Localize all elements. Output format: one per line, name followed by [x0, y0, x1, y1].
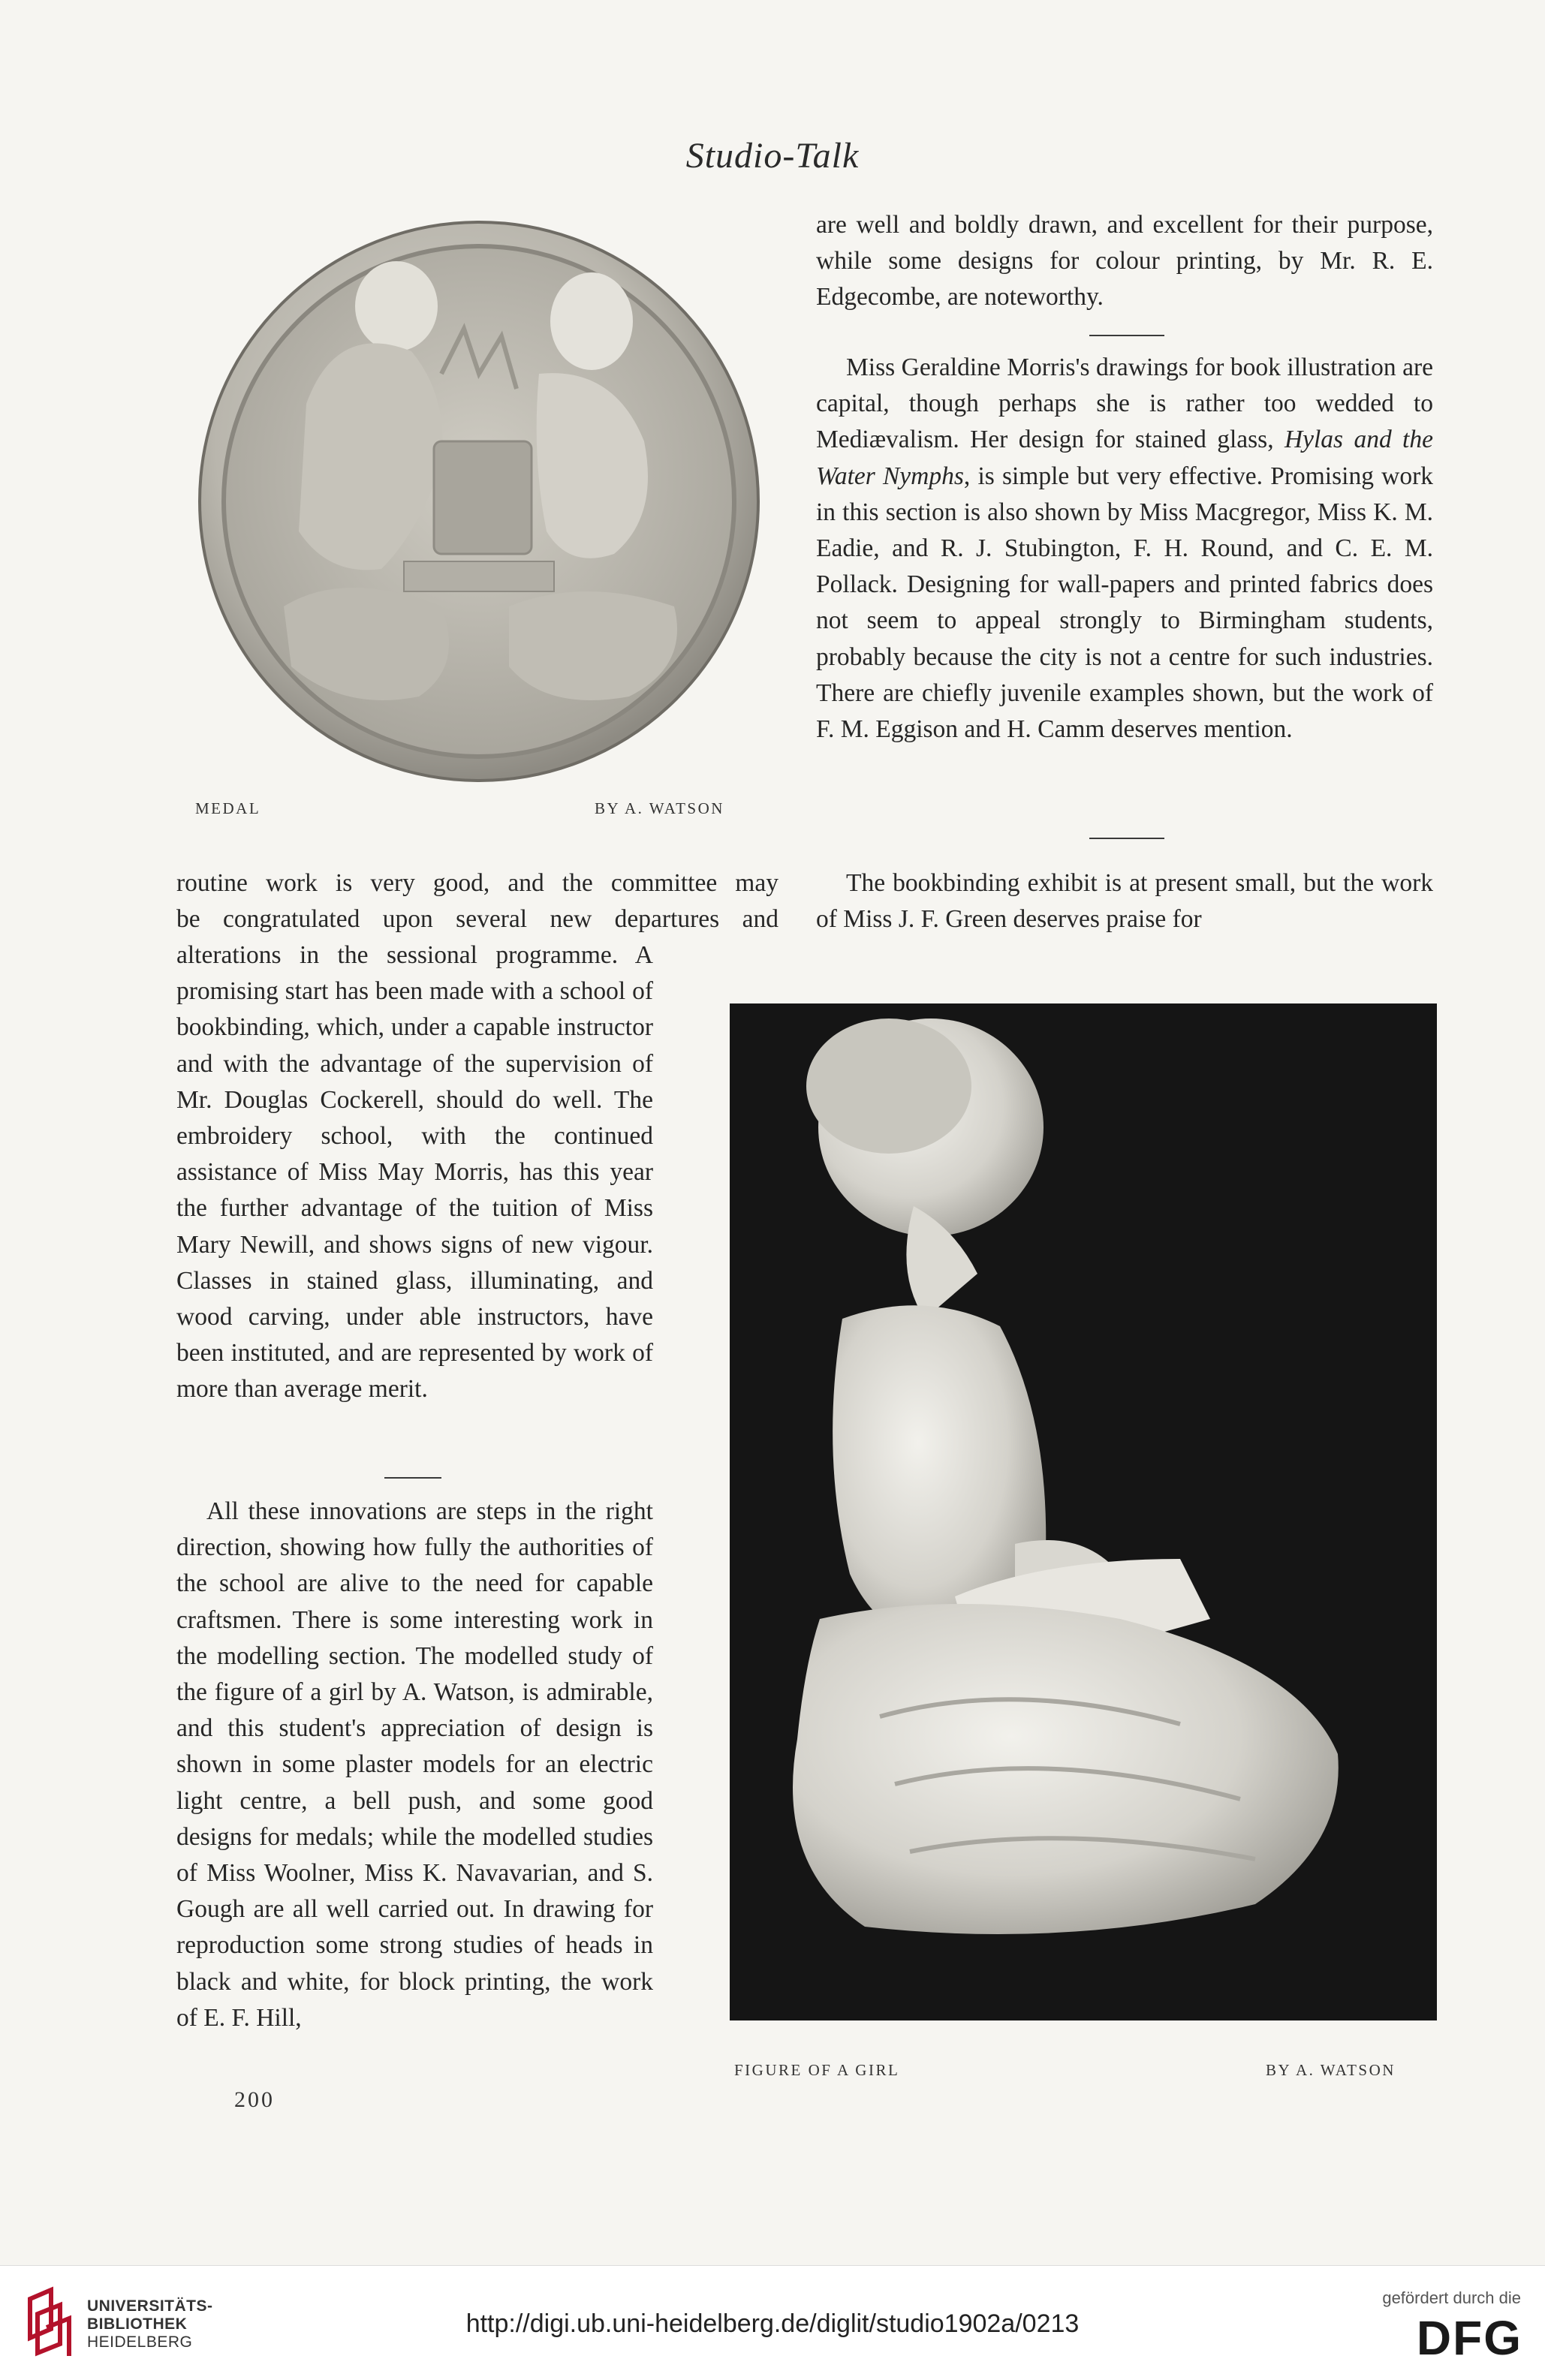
medal-caption-left: MEDAL — [195, 799, 261, 817]
text-line: be congratulated upon several new departures and — [176, 905, 779, 934]
medal-caption-right: BY A. WATSON — [595, 799, 724, 817]
paragraph-part: , is simple but very effective. Promising work in this section is also shown by Miss Macgregor, Miss K. M. Eadie, and R. J. Stubington, F. H. Round, and C. E. M. Pollack. Designing for wall-papers and printed fabrics does not seem to appeal strongly to Birmingham students, probably because the city is not a centre for such industries. There are chiefly juvenile examples shown, but the work of F. M. Eggison and H. Camm deserves mention. — [816, 462, 1433, 744]
running-header: Studio-Talk — [685, 136, 860, 176]
section-divider — [1089, 335, 1164, 336]
right-column-text-3 — [816, 865, 1433, 937]
digitization-footer — [0, 2265, 1545, 2380]
left-column-text-2 — [176, 1494, 653, 2036]
text-line: routine work is very good, and the committee may — [176, 869, 779, 897]
right-column-text — [816, 207, 1433, 316]
medal-relief — [194, 216, 764, 787]
statue-figure — [730, 1003, 1437, 2020]
page-number: 200 — [234, 2087, 275, 2112]
dfg-logo: DFG — [1416, 2311, 1522, 2365]
paragraph: are well and boldly drawn, and excellent for their purpose, while some designs for colour printing, by Mr. R. E. Edgecombe, are noteworthy. — [816, 211, 1433, 311]
library-name-line: HEIDELBERG — [87, 2333, 193, 2351]
statue-caption-left: FIGURE OF A GIRL — [734, 2061, 900, 2079]
section-divider — [1089, 838, 1164, 839]
statue-caption-right: BY A. WATSON — [1266, 2061, 1396, 2079]
statue-photograph — [730, 1003, 1437, 2020]
left-column-text-narrow — [176, 937, 653, 1408]
medal-image — [194, 216, 764, 787]
artwork-title: Hylas and the Water Nymphs — [816, 426, 1433, 490]
library-name-line: BIBLIOTHEK — [87, 2315, 188, 2333]
paragraph: All these innovations are steps in the right direction, showing how fully the authorities of the school are alive to the need for capable craftsmen. There is some interesting work in the modelling section. The modelled study of the figure of a girl by A. Watson, is admirable, and this student's appreciation of design is shown in some plaster models for an electric light centre, a bell push, and some good designs for medals; while the modelled studies of Miss Woolner, Miss K. Navavarian, and S. Gough are all well carried out. In drawing for reproduction some strong studies of heads in black and white, for block printing, the work of E. F. Hill, — [176, 1497, 653, 2032]
funded-by-text: gefördert durch die — [1382, 2288, 1521, 2307]
right-column-text-2 — [816, 350, 1433, 748]
paragraph — [816, 350, 1433, 748]
paragraph: alterations in the sessional programme. A promising start has been made with a school of bookbinding, which, under a capable instructor and with the advantage of the supervision of Mr. Douglas Cockerell, should do well. The embroidery school, with the continued assistance of Miss May Morris, has this year the further advantage of the tuition of Miss Mary Newill, and shows signs of new vigour. Classes in stained glass, illuminating, and wood carving, under able instructors, have been instituted, and are represented by work of more than average merit. — [176, 941, 653, 1404]
source-url-link[interactable]: http://digi.ub.uni-heidelberg.de/diglit/studio1902a/0213 — [465, 2309, 1080, 2338]
paragraph: The bookbinding exhibit is at present small, but the work of Miss J. F. Green deserves praise for — [816, 869, 1433, 934]
section-divider — [384, 1477, 441, 1479]
paragraph-part: Miss Geraldine Morris's drawings for book illustration are capital, though perhaps she is rather too wedded to Mediævalism. Her design for stained glass, — [816, 354, 1433, 454]
left-column-text-top — [176, 865, 779, 937]
library-name-line: UNIVERSITÄTS- — [87, 2297, 213, 2315]
